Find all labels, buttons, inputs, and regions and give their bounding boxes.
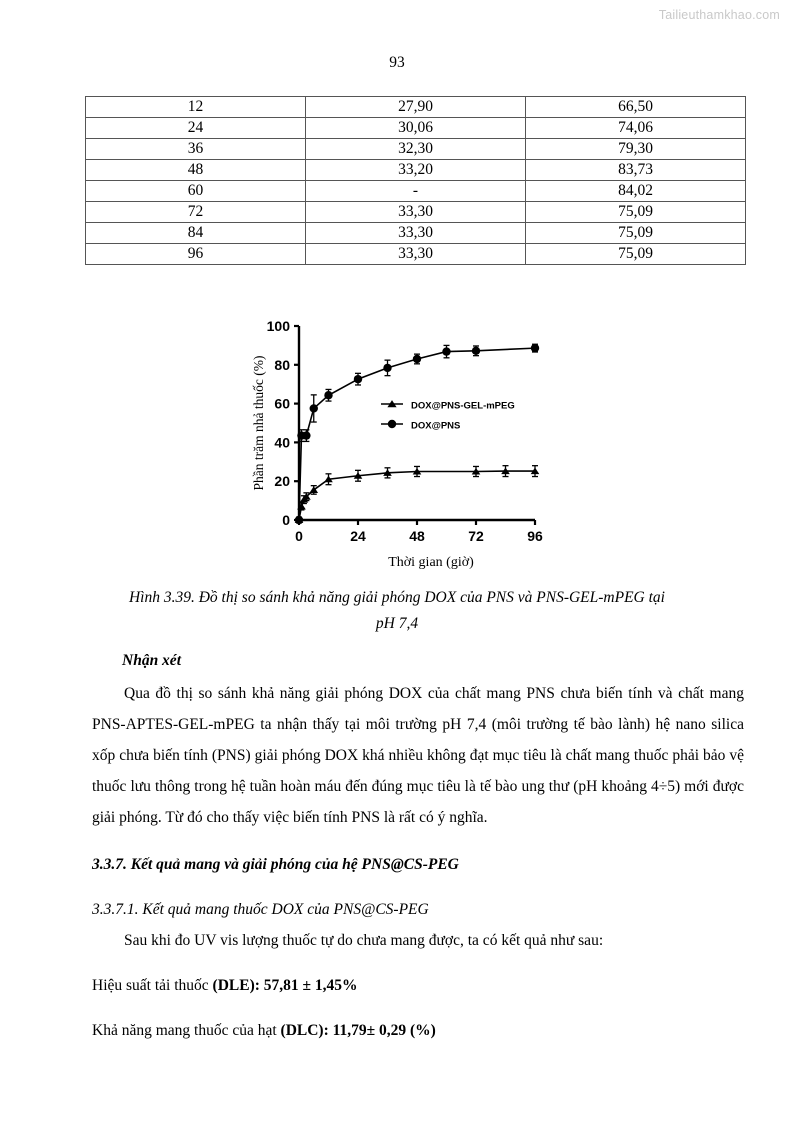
table-row [86,139,746,160]
table-cell-value: 27,90 [306,97,526,118]
table-cell-value: 83,73 [526,160,746,181]
table-cell-value: 74,06 [526,118,746,139]
result-dlc-value: (DLC): 11,79± 0,29 (%) [280,1022,436,1039]
chart-legend [381,400,515,431]
table-row [86,97,746,118]
data-point-marker [302,431,310,439]
data-point-marker [324,391,332,399]
page-number: 93 [389,54,405,71]
data-point-marker [354,375,362,383]
x-tick-label: 72 [468,528,484,544]
data-table [85,96,746,265]
table-cell-value: 33,30 [306,244,526,265]
series-line [299,471,535,520]
table-cell-value: 75,09 [526,202,746,223]
table-cell-value: 84,02 [526,181,746,202]
x-tick-label: 0 [295,528,303,544]
table-cell-value: 75,09 [526,244,746,265]
section-subheading-3-3-7-1: 3.3.7.1. Kết quả mang thuốc DOX của PNS@CS-PEG [92,901,429,918]
table-cell-time: 60 [86,181,306,202]
result-dle-label: Hiệu suất tải thuốc [92,977,213,994]
table-cell-value: 79,30 [526,139,746,160]
result-dlc [92,1015,744,1046]
table-cell-value: 66,50 [526,97,746,118]
table-row [86,181,746,202]
result-dle-value: (DLE): 57,81 ± 1,45% [212,977,358,994]
series-2 [295,344,539,524]
table-cell-time: 72 [86,202,306,223]
result-dlc-label: Khả năng mang thuốc của hạt [92,1022,281,1039]
data-point-marker [310,404,318,412]
section-heading-3-3-7: 3.3.7. Kết quả mang và giải phóng của hệ PNS@CS-PEG [92,856,459,873]
x-tick-label: 96 [527,528,543,544]
paragraph-analysis: Qua đồ thị so sánh khả năng giải phóng DOX của chất mang PNS chưa biến tính và chất mang PNS-APTES-GEL-mPEG ta nhận thấy tại môi trường pH 7,4 (môi trường tế bào lành) hệ nano silica xốp chưa biến tính (PNS) giải phóng DOX khá nhiều không đạt mục tiêu là chất mang thuốc phải bảo vệ thuốc lưu thông trong hệ tuần hoàn máu đến đúng mục tiêu là tế bào ung thư (pH khoảng 4÷5) mới được giải phóng. Từ đó cho thấy việc biến tính PNS là rất có ý nghĩa. [92,685,744,826]
table-row [86,118,746,139]
release-profile-chart [247,312,547,574]
table-cell-value: 33,30 [306,202,526,223]
figure-block [0,312,794,574]
x-axis-title: Thời gian (giờ) [388,555,474,570]
table-row [86,223,746,244]
table-row [86,160,746,181]
table-cell-time: 24 [86,118,306,139]
data-point-marker [413,355,421,363]
y-tick-label: 60 [274,395,290,412]
series-1 [295,466,540,523]
y-tick-label: 20 [274,473,290,490]
data-point-marker [388,420,396,428]
figure-caption-line2: pH 7,4 [375,615,419,632]
data-point-marker [383,364,391,372]
chart-container [247,312,547,574]
data-point-marker [295,516,303,524]
y-tick-label: 80 [274,356,290,373]
y-tick-label: 100 [266,318,290,334]
y-axis-title: Phần trăm nhả thuốc (%) [251,355,266,491]
table-cell-time: 84 [86,223,306,244]
table-cell-time: 12 [86,97,306,118]
legend-label: DOX@PNS-GEL-mPEG [411,400,515,412]
table-cell-value: 32,30 [306,139,526,160]
body-text-area [92,648,744,1046]
data-point-marker [472,347,480,355]
y-tick-label: 40 [274,434,290,451]
series-line [299,348,535,520]
figure-caption [105,585,689,637]
table-row [86,202,746,223]
table-body [86,97,746,265]
table-cell-value: 30,06 [306,118,526,139]
table-cell-value: 33,30 [306,223,526,244]
watermark: Tailieuthamkhao.com [658,8,780,22]
table-cell-time: 48 [86,160,306,181]
result-dle [92,970,744,1001]
x-tick-label: 48 [409,528,425,544]
figure-caption-line1: Hình 3.39. Đồ thị so sánh khả năng giải phóng DOX của PNS và PNS-GEL-mPEG tại [128,589,665,606]
nhan-xet-heading: Nhận xét [122,652,181,669]
table-cell-value: 75,09 [526,223,746,244]
legend-label: DOX@PNS [411,420,461,432]
table-row [86,244,746,265]
data-point-marker [442,347,450,355]
table-cell-time: 36 [86,139,306,160]
paragraph-uvvis: Sau khi đo UV vis lượng thuốc tự do chưa mang được, ta có kết quả như sau: [124,932,604,949]
y-tick-label: 0 [282,512,290,528]
table-cell-value: - [306,181,526,202]
x-tick-label: 24 [350,528,366,544]
table-cell-time: 96 [86,244,306,265]
data-point-marker [531,344,539,352]
data-table-container [85,96,745,265]
table-cell-value: 33,20 [306,160,526,181]
